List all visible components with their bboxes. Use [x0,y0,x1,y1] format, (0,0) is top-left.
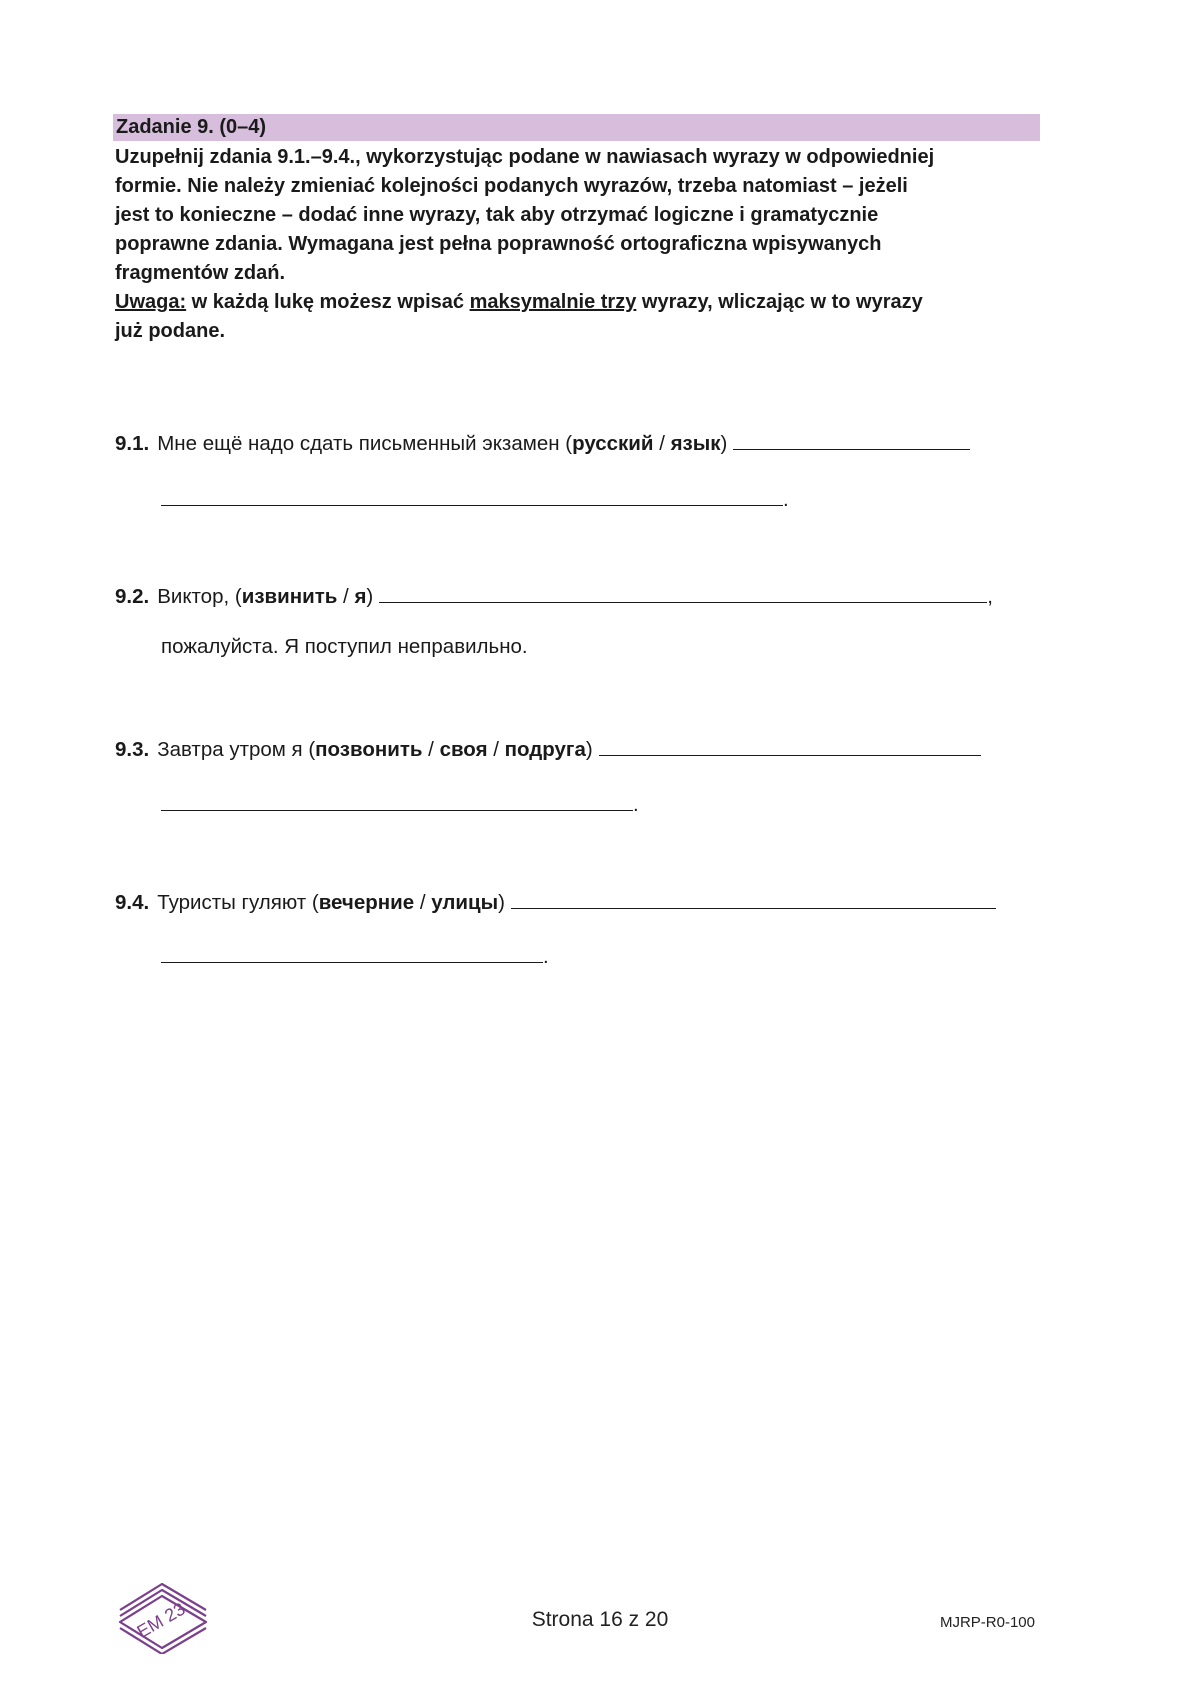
note-label: Uwaga: [115,291,187,313]
instructions [115,143,1045,346]
question-9-4-continuation [161,942,549,972]
given-word: русский [572,432,654,455]
word-separator: / [487,738,505,761]
instruction-line: jest to konieczne – dodać inne wyrazy, tak aby otrzymać logiczne i gramatycznie [115,204,879,226]
given-word: своя [439,738,488,761]
question-text: Туристы гуляют ( [157,891,319,914]
question-number: 9.4. [115,891,150,914]
given-word: позвонить [315,738,423,761]
given-word: улицы [431,891,499,914]
instruction-line: fragmentów zdań. [115,262,286,284]
inline-end: , [987,585,993,608]
logo-text: EM 23 [133,1598,189,1642]
given-word: язык [670,432,721,455]
question-9-3 [115,735,981,765]
page-number: Strona 16 z 20 [531,1608,669,1631]
answer-blank[interactable] [161,485,783,506]
instruction-line: Uzupełnij zdania 9.1.–9.4., wykorzystując podane w nawiasach wyrazy w odpowiedniej [115,146,935,168]
question-9-3-continuation [161,790,639,820]
question-9-2 [115,582,993,612]
given-word: подруга [504,738,586,761]
question-text: Виктор, ( [157,585,242,608]
question-9-1-continuation [161,485,789,515]
question-number: 9.2. [115,585,150,608]
note-text: wyrazy, wliczając w to wyrazy [636,291,923,313]
exam-logo-icon [112,1582,214,1654]
question-text-end: ) [498,891,505,914]
note-emphasis: maksymalnie trzy [469,291,637,313]
given-word: извинить [241,585,338,608]
question-text-end: ) [585,738,593,761]
question-text: Мне ещё надо сдать письменный экзамен ( [157,432,573,455]
word-separator: / [337,585,355,608]
instruction-line: poprawne zdania. Wymagana jest pełna poprawność ortograficzna wpisywanych [115,233,882,255]
answer-blank[interactable] [379,582,987,603]
question-text: Завтра утром я ( [157,738,316,761]
task-title: Zadanie 9. (0–4) [113,114,1040,141]
note-line [115,288,1045,317]
continuation-text: пожалуйста. Я поступил неправильно. [161,635,528,658]
word-separator: / [653,432,671,455]
question-number: 9.1. [115,432,150,455]
answer-blank[interactable] [733,429,970,450]
answer-blank[interactable] [599,735,981,756]
exam-code: MJRP-R0-100 [939,1614,1035,1631]
given-word: вечерние [318,891,415,914]
answer-blank[interactable] [511,888,996,909]
question-number: 9.3. [115,738,150,761]
sentence-end: . [543,945,549,968]
question-text-end: ) [366,585,374,608]
instruction-line: formie. Nie należy zmieniać kolejności podanych wyrazów, trzeba natomiast – jeżeli [115,175,908,197]
note-last-line: już podane. [115,320,225,342]
answer-blank[interactable] [161,942,543,963]
question-9-4 [115,888,996,918]
question-9-2-continuation [161,632,528,662]
note-text: w każdą lukę możesz wpisać [186,291,470,313]
question-9-1 [115,429,970,459]
word-separator: / [414,891,432,914]
answer-blank[interactable] [161,790,633,811]
sentence-end: . [633,793,639,816]
word-separator: / [422,738,440,761]
given-word: я [354,585,367,608]
sentence-end: . [783,488,789,511]
question-text-end: ) [720,432,728,455]
